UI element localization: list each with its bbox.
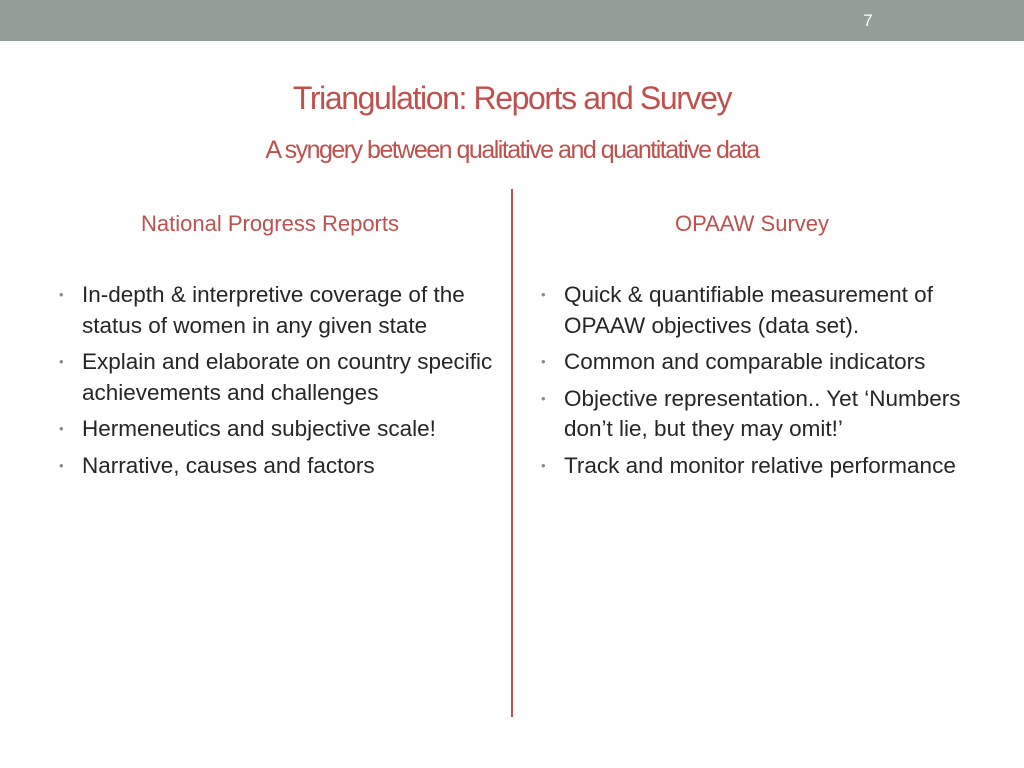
top-bar xyxy=(0,0,1024,41)
slide-number: 7 xyxy=(863,11,873,30)
right-column-header: OPAAW Survey xyxy=(674,211,830,236)
bullet-icon: • xyxy=(541,390,546,406)
left-column-header: National Progress Reports xyxy=(140,211,399,236)
bullet-item xyxy=(540,384,980,445)
bullet-text: Narrative, causes and factors xyxy=(82,452,375,478)
bullet-text: Objective representation.. Yet ‘Numbers don’t lie, but they may omit!’ xyxy=(564,385,961,441)
bullet-item xyxy=(540,347,980,378)
bullet-icon: • xyxy=(541,287,546,302)
bullet-icon: • xyxy=(59,457,64,473)
column-divider xyxy=(511,189,513,717)
slide-title: Triangulation: Reports and Survey xyxy=(292,80,732,116)
bullet-text: Explain and elaborate on country specific achievements and challenges xyxy=(82,349,493,405)
slide-subtitle: A syngery between qualitative and quantitative data xyxy=(265,136,759,164)
bullet-icon: • xyxy=(59,354,64,369)
bullet-icon: • xyxy=(541,354,546,369)
bullet-text: Common and comparable indicators xyxy=(564,349,926,374)
bullet-item xyxy=(58,347,498,408)
bullet-item xyxy=(58,414,498,445)
bullet-icon: • xyxy=(541,457,546,473)
bullet-text: Track and monitor relative performance xyxy=(564,452,956,478)
bullet-item xyxy=(540,451,980,482)
bullet-item xyxy=(58,280,498,341)
bullet-icon: • xyxy=(59,287,64,302)
bullet-text: In-depth & interpretive coverage of the status of women in any given state xyxy=(82,282,465,338)
right-bullet-list xyxy=(540,280,980,487)
bullet-item xyxy=(58,451,498,482)
bullet-icon: • xyxy=(59,421,64,436)
bullet-text: Hermeneutics and subjective scale! xyxy=(82,416,436,441)
bullet-item xyxy=(540,280,980,341)
left-bullet-list xyxy=(58,280,498,487)
bullet-text: Quick & quantifiable measurement of OPAAW objectives (data set). xyxy=(564,282,933,338)
